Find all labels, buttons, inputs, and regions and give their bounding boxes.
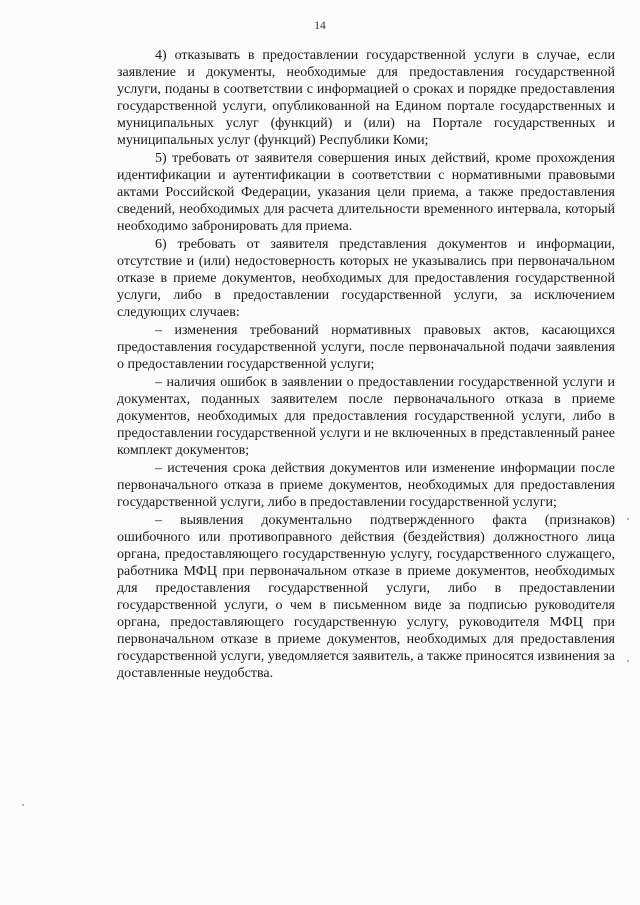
scan-speck — [627, 518, 629, 520]
exception-item-document-expiry: – истечения срока действия документов или изменение информации после первоначального отказа в приеме документов, необходимых для предоставления государственной услуги, либо в предоставлении государственной услуги; — [117, 461, 615, 510]
exception-item-regulation-change: – изменения требований нормативных правовых актов, касающихся предоставления государственной услуги, после первоначальной подачи заявления о предоставлении государственной услуги; — [117, 323, 615, 372]
paragraph-item-6: 6) требовать от заявителя представления документов и информации, отсутствие и (или) недостоверность которых не указывались при первоначальном отказе в приеме документов, необходимых для предоставления государственной услуги, либо в предоставлении государственной услуги, за исключением следующих случаев: — [117, 237, 615, 320]
document-body — [117, 47, 615, 682]
paragraph-item-5: 5) требовать от заявителя совершения иных действий, кроме прохождения идентификации и аутентификации в соответствии с нормативными правовыми актами Российской Федерации, указания цели приема, а также предоставления сведений, необходимых для расчета длительности временного интервала, который необходимо забронировать для приема. — [117, 151, 615, 234]
exception-item-erroneous-action: – выявления документально подтвержденного факта (признаков) ошибочного или противоправного действия (бездействия) должностного лица органа, предоставляющего государственную услугу, государственного служащего, работника МФЦ при первоначальном отказе в приеме документов, необходимых для предоставления государственной услуги, либо в предоставлении государственной услуги, о чем в письменном виде за подписью руководителя органа, предоставляющего государственную услугу, руководителя МФЦ при первоначальном отказе в приеме документов, необходимых для предоставления государственной услуги, уведомляется заявитель, а также приносятся извинения за доставленные неудобства. — [117, 513, 615, 681]
exception-item-application-errors: – наличия ошибок в заявлении о предоставлении государственной услуги и документах, поданных заявителем после первоначального отказа в приеме документов, необходимых для предоставления государственной услуги, либо в предоставлении государственной услуги и не включенных в представленный ранее комплект документов; — [117, 375, 615, 458]
scan-speck — [627, 660, 629, 662]
paragraph-item-4: 4) отказывать в предоставлении государственной услуги в случае, если заявление и документы, необходимые для предоставления государственной услуги, поданы в соответствии с информацией о сроках и порядке предоставления государственной услуги, опубликованной на Едином портале государственных и муниципальных услуг (функций) и (или) на Портале государственных и муниципальных услуг (функций) Республики Коми; — [117, 48, 615, 148]
scan-speck — [22, 804, 24, 806]
page-number: 14 — [314, 20, 326, 32]
